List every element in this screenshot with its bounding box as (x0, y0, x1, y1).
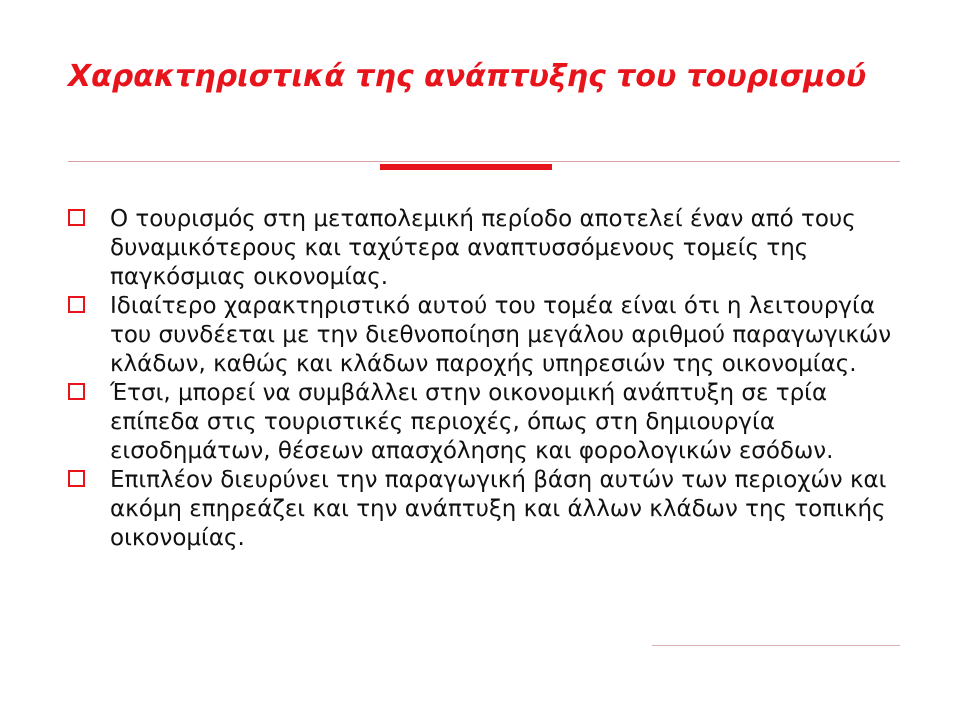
title-divider-line (68, 161, 900, 162)
bullet-text: Ιδιαίτερο χαρακτηριστικό αυτού του τομέα είναι ότι η λειτουργία του συνδέεται με την διεθνοποίηση μεγάλου αριθμού παραγωγικών κλάδων, καθώς και κλάδων παροχής υπηρεσιών της οικονομίας. (110, 293, 892, 377)
bullet-text: Έτσι, μπορεί να συμβάλλει στην οικονομική ανάπτυξη σε τρία επίπεδα στις τουριστικές περιοχές, όπως στη δημιουργία εισοδημάτων, θέσεων απασχόλησης και φορολογικών εσόδων. (110, 380, 834, 464)
footer-divider-line (652, 645, 900, 646)
bullet-item (64, 379, 904, 466)
bullet-list (64, 205, 904, 553)
bullet-item (64, 466, 904, 553)
title-accent-bar (380, 164, 552, 170)
square-bullet-icon (68, 383, 85, 400)
bullet-item (64, 205, 904, 292)
bullet-text: Επιπλέον διευρύνει την παραγωγική βάση αυτών των περιοχών και ακόμη επηρεάζει και την ανάπτυξη και άλλων κλάδων της τοπικής οικονομίας. (110, 467, 887, 551)
square-bullet-icon (68, 470, 85, 487)
square-bullet-icon (68, 296, 85, 313)
bullet-item (64, 292, 904, 379)
bullet-text: Ο τουρισμός στη μεταπολεμική περίοδο αποτελεί έναν από τους δυναμικότερους και ταχύτερα αναπτυσσόμενους τομείς της παγκόσμιας οικονομίας. (110, 206, 856, 290)
slide-title: Χαρακτηριστικά της ανάπτυξης του τουρισμού (68, 59, 867, 94)
square-bullet-icon (68, 209, 85, 226)
